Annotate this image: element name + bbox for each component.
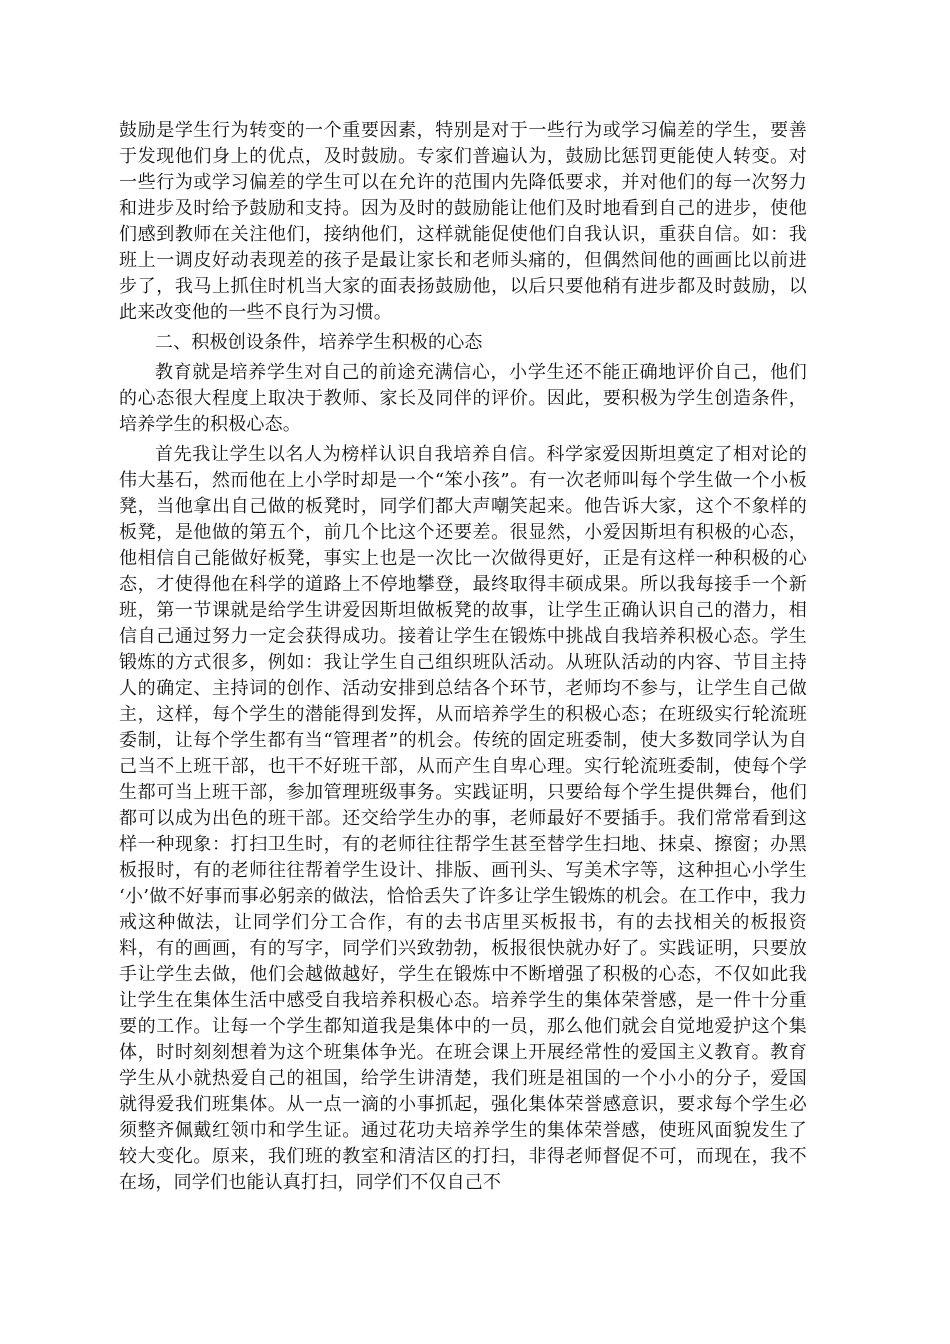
section-heading-2: 二、积极创设条件，培养学生积极的心态 — [155, 332, 483, 353]
paragraph-education-confidence: 教育就是培养学生对自己的前途充满信心，小学生还不能正确地评价自己，他们的心态很大程度上取决于教师、家长及同伴的评价。因此，要积极为学生创造条件，培养学生的积极心态。 — [119, 362, 807, 435]
document-page — [119, 118, 807, 1200]
paragraph-role-models: 首先我让学生以名人为榜样认识自我培养自信。科学家爱因斯坦奠定了相对论的伟大基石，然而他在上小学时却是一个“笨小孩”。有一次老师叫每个学生做一个小板凳，当他拿出自己做的板凳时，同学们都大声嘲笑起来。他告诉大家，这个不象样的板凳，是他做的第五个，前几个比这个还要差。很显然，小爱因斯坦有积极的心态，他相信自己能做好板凳，事实上也是一次比一次做得更好，正是有这样一种积极的心态，才使得他在科学的道路上不停地攀登，最终取得丰硕成果。所以我每接手一个新班，第一节课就是给学生讲爱因斯坦做板凳的故事，让学生正确认识自己的潜力，相信自己通过努力一定会获得成功。接着让学生在锻炼中挑战自我培养积极心态。学生锻炼的方式很多，例如：我让学生自己组织班队活动。从班队活动的内容、节目主持人的确定、主持词的创作、活动安排到总结各个环节，老师均不参与，让学生自己做主，这样，每个学生的潜能得到发挥，从而培养学生的积极心态；在班级实行轮流班委制，让每个学生都有当“管理者”的机会。传统的固定班委制，使大多数同学认为自己当不上班干部，也干不好班干部，从而产生自卑心理。实行轮流班委制，使每个学生都可当上班干部，参加管理班级事务。实践证明，只要给每个学生提供舞台，他们都可以成为出色的班干部。还交给学生办的事，老师最好不要插手。我们常常看到这样一种现象：打扫卫生时，有的老师往往帮学生甚至替学生扫地、抹桌、擦窗；办黑板报时，有的老师往往帮着学生设计、排版、画刊头、写美术字等，这种担心小学生 ‘小’做不好事而事必躬亲的做法，恰恰丢失了许多让学生锻炼的机会。在工作中，我力戒这种做法，让同学们分工合作，有的去书店里买板报书，有的去找相关的板报资料，有的画画，有的写字，同学们兴致勃勃，板报很快就办好了。实践证明，只要放手让学生去做，他们会越做越好，学生在锻炼中不断增强了积极的心态，不仅如此我让学生在集体生活中感受自我培养积极心态。培养学生的集体荣誉感，是一件十分重要的工作。让每一个学生都知道我是集体中的一员，那么他们就会自觉地爱护这个集体，时时刻刻想着为这个班集体争光。在班会课上开展经常性的爱国主义教育。教育学生从小就热爱自己的祖国，给学生讲清楚，我们班是祖国的一个小小的分子，爱国就得爱我们班集体。从一点一滴的小事抓起，强化集体荣誉感意识，要求每个学生必须整齐佩戴红领巾和学生证。通过花功夫培养学生的集体荣誉感，使班风面貌发生了较大变化。原来，我们班的教室和清洁区的打扫，非得老师督促不可，而现在，我不在场，同学们也能认真打扫，同学们不仅自己不 — [119, 444, 807, 1193]
paragraph-encouragement: 鼓励是学生行为转变的一个重要因素，特别是对于一些行为或学习偏差的学生，要善于发现他们身上的优点，及时鼓励。专家们普遍认为，鼓励比惩罚更能使人转变。对一些行为或学习偏差的学生可以在允许的范围内先降低要求，并对他们的每一次努力和进步及时给予鼓励和支持。因为及时的鼓励能让他们及时地看到自己的进步，使他们感到教师在关注他们，接纳他们，这样就能促使他们自我认识，重获自信。如：我班上一调皮好动表现差的孩子是最让家长和老师头痛的，但偶然间他的画画比以前进步了，我马上抓住时机当大家的面表扬鼓励他，以后只要他稍有进步都及时鼓励，以此来改变他的一些不良行为习惯。 — [119, 120, 807, 323]
